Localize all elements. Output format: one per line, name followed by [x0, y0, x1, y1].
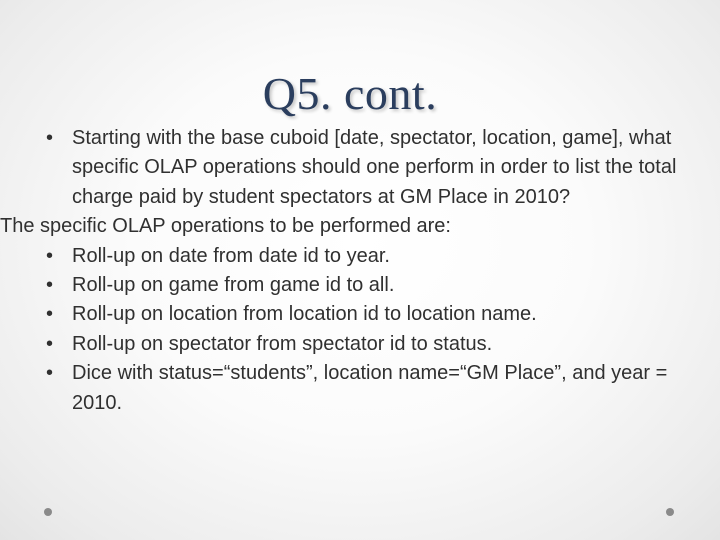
list-item [46, 359, 706, 418]
decorative-dot-right-icon [666, 508, 674, 516]
operation-text: Roll-up on date from date id to year. [72, 244, 390, 267]
bullet-icon: • [46, 303, 54, 326]
intro-text: The specific OLAP operations to be performed are: [0, 215, 451, 238]
operation-text: Roll-up on location from location id to location name. [72, 303, 537, 326]
bullet-icon: • [46, 127, 54, 149]
question-item [46, 124, 706, 212]
bullet-icon: • [46, 274, 54, 297]
list-item [46, 271, 706, 300]
list-item [46, 242, 706, 271]
bullet-icon: • [46, 362, 54, 385]
operation-text: Roll-up on spectator from spectator id to status. [72, 332, 493, 355]
operation-text: Roll-up on game from game id to all. [72, 274, 395, 297]
bullet-icon: • [46, 244, 54, 267]
decorative-dot-left-icon [44, 508, 52, 516]
question-text: Starting with the base cuboid [date, spectator, location, game], what specific OLAP operations should one perform in order to list the total charge paid by student spectators at GM Place in 2010? [72, 127, 677, 208]
bullet-icon: • [46, 332, 54, 355]
slide-title: Q5. cont. [262, 68, 438, 119]
slide-body [0, 124, 706, 418]
list-item [46, 300, 706, 329]
operation-text: Dice with status=“students”, location name=“GM Place”, and year = 2010. [72, 362, 668, 414]
list-item [46, 330, 706, 359]
